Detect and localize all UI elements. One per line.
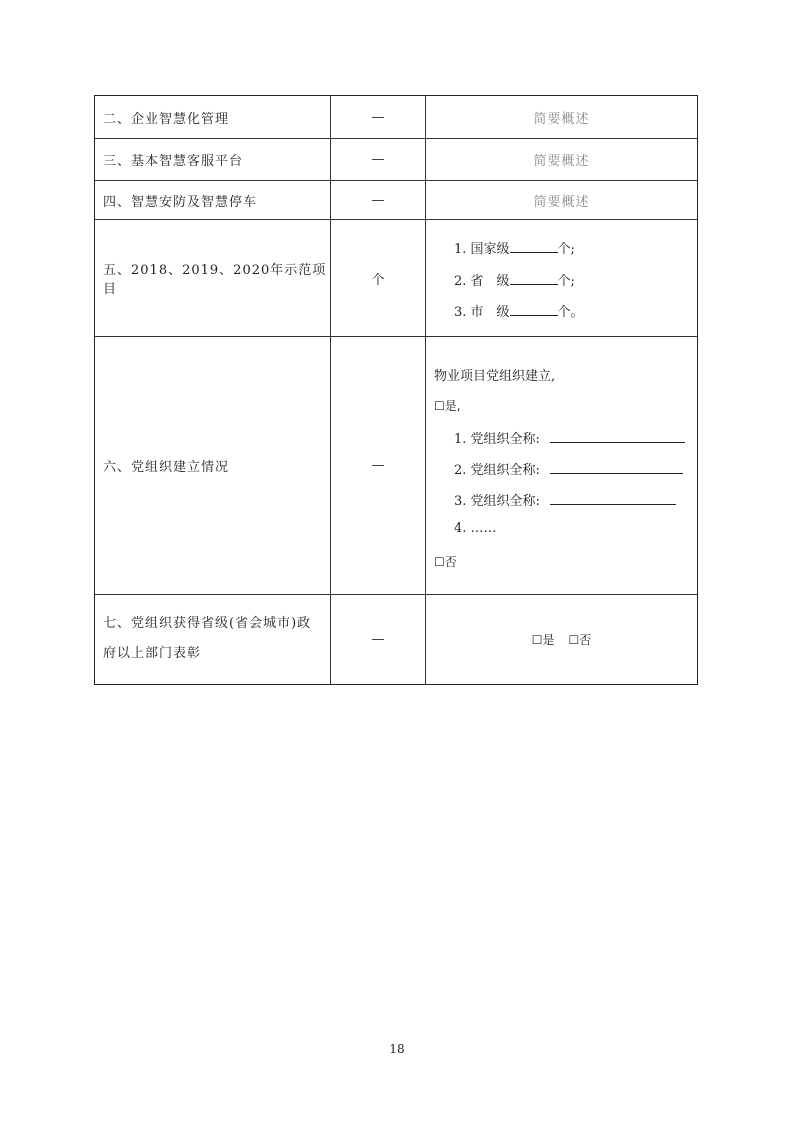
yes-checkbox[interactable]: ☐是, — [434, 399, 461, 413]
table-row — [95, 595, 697, 684]
party-intro: 物业项目党组织建立, — [434, 369, 556, 384]
row-detail — [426, 220, 697, 336]
party-name-field[interactable] — [550, 461, 683, 474]
level-count-line: 2. 省 级 个; — [454, 274, 575, 289]
table-row — [95, 96, 697, 139]
row-unit: — — [331, 337, 426, 594]
page-number: 18 — [389, 1042, 405, 1056]
table-row — [95, 337, 697, 595]
row-label: 七、党组织获得省级(省会城市)政 府以上部门表彰 — [95, 595, 331, 684]
row-label: 五、2018、2019、2020年示范项目 — [95, 220, 331, 336]
table-row — [95, 139, 697, 181]
yes-checkbox[interactable]: ☐是 — [531, 633, 555, 647]
blank-line — [510, 272, 558, 285]
row-unit: — — [331, 96, 426, 138]
row-summary: 简要概述 — [533, 111, 590, 127]
row-unit: — — [331, 595, 426, 684]
row-unit: — — [331, 139, 426, 180]
table-row — [95, 181, 697, 220]
no-checkbox[interactable]: ☐否 — [568, 633, 592, 647]
more-items: 4. …… — [454, 521, 497, 536]
party-name-line: 1. 党组织全称: — [454, 428, 685, 447]
row-label: 二、企业智慧化管理 — [95, 96, 331, 138]
row-detail — [426, 337, 697, 594]
no-checkbox[interactable]: ☐否 — [434, 555, 457, 569]
level-count-line: 3. 市 级 个。 — [454, 305, 584, 320]
party-name-line: 2. 党组织全称: — [454, 459, 683, 478]
row-detail — [426, 595, 697, 684]
row-unit: — — [331, 181, 426, 219]
table-row — [95, 220, 697, 337]
party-name-field[interactable] — [550, 492, 676, 505]
row-label: 四、智慧安防及智慧停车 — [95, 181, 331, 219]
party-name-field[interactable] — [550, 430, 685, 443]
blank-line — [510, 240, 558, 253]
party-name-line: 3. 党组织全称: — [454, 490, 676, 509]
row-summary: 简要概述 — [533, 194, 590, 210]
form-table — [94, 95, 698, 685]
row-label: 六、党组织建立情况 — [95, 337, 331, 594]
row-unit: 个 — [331, 220, 426, 336]
row-summary: 简要概述 — [533, 154, 590, 169]
level-count-line: 1. 国家级 个; — [454, 242, 575, 257]
blank-line — [510, 303, 558, 316]
row-label: 三、基本智慧客服平台 — [95, 139, 331, 180]
